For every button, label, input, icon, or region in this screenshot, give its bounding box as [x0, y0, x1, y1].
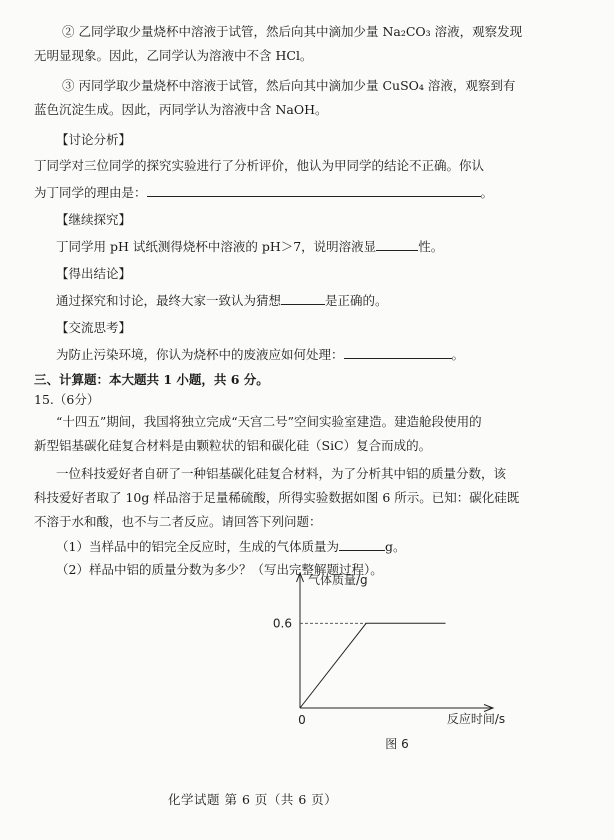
reflection-heading: 【交流思考】 [56, 320, 132, 335]
q15-para1-line1: “十四五”期间，我国将独立完成“天宫二号”空间实验室建造。建造舱段使用的 [56, 414, 482, 429]
page-footer: 化学试题 第 6 页（共 6 页） [168, 792, 338, 807]
q15-sub2: （2）样品中铝的质量分数为多少？（写出完整解题过程）。 [56, 562, 383, 577]
gas-mass-line [300, 623, 446, 708]
continue-heading: 【继续探究】 [56, 212, 132, 227]
q14-item2-line1: ② 乙同学取少量烧杯中溶液于试管，然后向其中滴加少量 Na₂CO₃ 溶液，观察发现 [62, 24, 523, 39]
figure-caption: 图 6 [385, 737, 409, 751]
discussion-heading: 【讨论分析】 [56, 132, 132, 147]
discussion-line2-prefix: 为丁同学的理由是： [34, 185, 147, 200]
conclusion-prefix: 通过探究和讨论，最终大家一致认为猜想 [56, 293, 282, 308]
reflection-prefix: 为防止污染环境，你认为烧杯中的废液应如何处理： [56, 347, 344, 362]
x-axis-label: 反应时间/s [446, 712, 506, 726]
origin-label: 0 [298, 713, 306, 727]
reflection-suffix: 。 [451, 347, 465, 362]
y-tick-label: 0.6 [272, 616, 292, 631]
continue-prefix: 丁同学用 pH 试纸测得烧杯中溶液的 pH＞7，说明溶液显 [56, 239, 377, 254]
q15-para1-line2: 新型铝基碳化硅复合材料是由颗粒状的铝和碳化硅（SiC）复合而成的。 [34, 438, 432, 453]
q15-para2-line1: 一位科技爱好者自研了一种铝基碳化硅复合材料，为了分析其中铝的质量分数，该 [56, 466, 507, 481]
conclusion-suffix: 是正确的。 [325, 293, 388, 308]
q14-item2-line2: 无明显现象。因此，乙同学认为溶液中不含 HCl。 [34, 48, 313, 63]
sub1-prefix: （1）当样品中的铝完全反应时，生成的气体质量为 [56, 539, 339, 554]
q14-item3-line2: 蓝色沉淀生成。因此，丙同学认为溶液中含 NaOH。 [34, 102, 328, 117]
discussion-line1: 丁同学对三位同学的探究实验进行了分析评价，他认为甲同学的结论不正确。你认 [34, 158, 485, 173]
q15-number: 15.（6分） [34, 392, 100, 407]
discussion-line2-suffix: 。 [480, 185, 494, 200]
conclusion-heading: 【得出结论】 [56, 266, 132, 281]
sub1-suffix: g。 [384, 539, 406, 554]
y-axis-label: 气体质量/g [308, 573, 368, 587]
q14-item3-line1: ③ 丙同学取少量烧杯中溶液于试管，然后向其中滴加少量 CuSO₄ 溶液，观察到有 [62, 78, 516, 93]
section3-heading: 三、计算题：本大题共 1 小题，共 6 分。 [34, 372, 269, 387]
q15-para2-line3: 不溶于水和酸，也不与二者反应。请回答下列问题： [34, 514, 322, 529]
continue-suffix: 性。 [418, 239, 444, 254]
q15-para2-line2: 科技爱好者取了 10g 样品溶于足量稀硫酸，所得实验数据如图 6 所示。已知：碳化硅既 [34, 490, 520, 505]
